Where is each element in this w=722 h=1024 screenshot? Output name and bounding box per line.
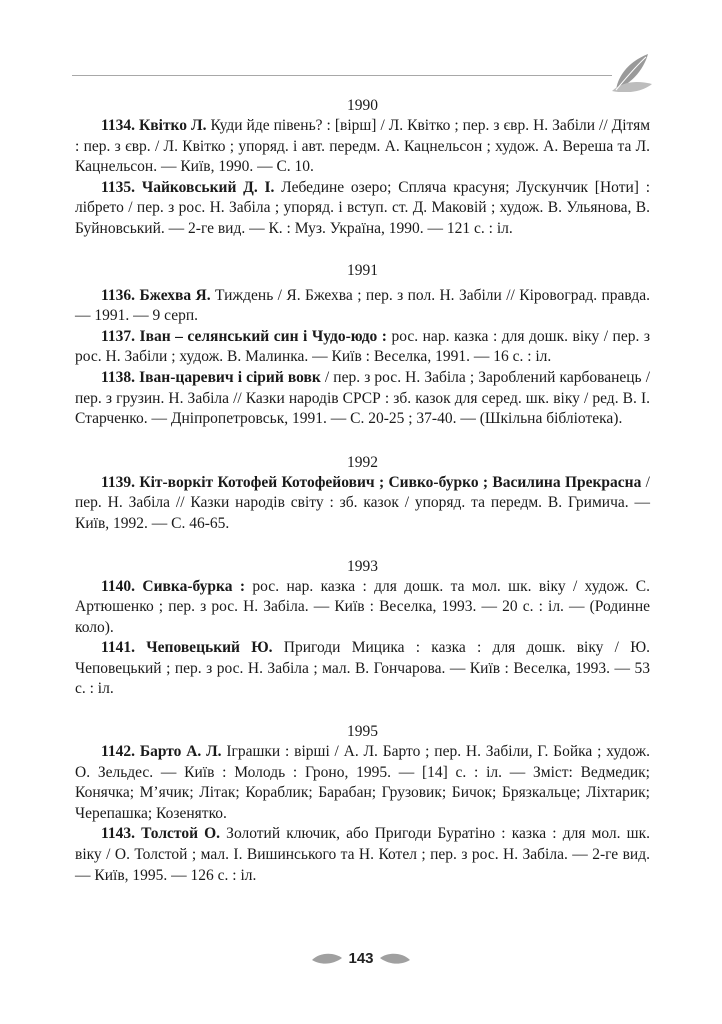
entry-author: Чеповецький Ю. [146, 639, 273, 657]
page-number: 143 [348, 950, 374, 967]
entry-author: Чайковський Д. І. [141, 178, 275, 196]
entry-number: 1143. [101, 825, 136, 843]
year-section-1993 [75, 557, 650, 701]
entry-text: Тиждень / Я. Бжехва ; пер. з пол. Н. Забіли // Кіровоград. правда. — 1991. — 9 серп. [75, 286, 650, 325]
year-heading: 1990 [347, 97, 378, 114]
entry-number: 1139. [101, 473, 136, 491]
entry-text: Куди йде півень? : [вірш] / Л. Квітко ; пер. з євр. Н. Забіли // Дітям : пер. з євр. / Л. Квітко ; упоряд. і авт. передм. А. Кацнельсон ; худож. А. Вереша та Л. Кацнельсон. — Київ, 1990. — С. 10. [75, 117, 651, 176]
year-heading: 1993 [347, 557, 378, 575]
entry-number: 1136. [101, 286, 136, 304]
year-section-1995 [75, 722, 650, 886]
entry-author: Толстой О. [141, 825, 221, 843]
entry-number: 1138. [101, 368, 136, 386]
year-heading: 1991 [347, 261, 378, 279]
entry-author: Кіт-воркіт Котофей Котофейович ; Сивко-бурко ; Василина Прекрасна [139, 473, 642, 491]
header-rule [72, 75, 612, 76]
year-heading: 1995 [347, 723, 378, 741]
entry-text: Іграшки : вірші / А. Л. Барто ; пер. Н. Забіли, Г. Бойка ; худож. О. Зельдес. — Київ : Молодь : Гроно, 1995. — [14] с. : іл. — Зміст: Ведмедик; Конячка; М’ячик; Літак; Кораблик; Барабан; Грузовик; Бичок; Брязкальце; Ліхтарик; Черепашка; Козенятко. [75, 743, 650, 822]
entry-number: 1135. [101, 178, 136, 196]
entry-author: Іван-царевич і сірий вовк [139, 368, 321, 386]
entry-author: Квітко Л. [139, 117, 207, 134]
entry-text: / пер. Н. Забіла // Казки народів світу : зб. казок / упоряд. та передм. В. Гримича. — Київ, 1992. — С. 46-65. [75, 473, 650, 532]
entry-text: рос. нар. казка : для дошк. віку / пер. з рос. Н. Забіли ; худож. В. Малинка. — Київ : Веселка, 1991. — 16 с. : іл. [75, 327, 650, 366]
bibliography-entry [75, 473, 650, 535]
year-section-1990 [75, 96, 650, 240]
bibliography-entry [75, 742, 650, 824]
entry-text: Золотий ключик, або Пригоди Буратіно : казка : для мол. шк. віку / О. Толстой ; мал. І. Вишинського та Н. Котел ; пер. з рос. Н. Забіла. — 2-ге вид. — Київ, 1995. — 126 с. : іл. [75, 825, 650, 884]
bibliography-entry [75, 178, 650, 240]
entry-number: 1137. [101, 327, 136, 345]
entry-author: Бжехва Я. [139, 286, 211, 304]
entry-text: Лебедине озеро; Спляча красуня; Лускунчик [Ноти] : лібрето / пер. з рос. Н. Забіла ; упоряд. і вступ. ст. Д. Маковій ; худож. В. Ульянова, В. Буйновський. — 2-ге вид. — К. : Муз. Україна, 1990. — 121 с. : іл. [75, 178, 651, 237]
bibliography-entry [75, 824, 650, 886]
bibliography-entry [75, 638, 650, 700]
leaf-ornament-icon [608, 52, 654, 92]
year-section-1991 [75, 261, 650, 430]
entry-text: Пригоди Мицика : казка : для дошк. віку / Ю. Чеповецький ; пер. з рос. Н. Забіла ; мал. В. Гончарова. — Київ : Веселка, 1993. — 53 с. : іл. [75, 639, 651, 698]
entry-author: Сивка-бурка : [142, 577, 246, 595]
entry-text: / пер. з рос. Н. Забіла ; Зароблений карбованець / пер. з грузин. Н. Забіла // Казки народів СРСР : зб. казок для серед. шк. віку / ред. В. І. Старченко. — Дніпропетровськ, 1991. — С. 20-25 ; 37-40. — (Шкільна бібліотека). [75, 368, 651, 428]
year-section-1992 [75, 453, 650, 535]
page-footer [0, 948, 722, 972]
bibliography-content [75, 96, 650, 886]
year-heading: 1992 [347, 453, 378, 471]
bibliography-entry [75, 577, 650, 639]
entry-text: рос. нар. казка : для дошк. та мол. шк. віку / худож. С. Артюшенко ; пер. з рос. Н. Забіла. — Київ : Веселка, 1993. — 20 с. : іл. — (Родинне коло). [75, 577, 651, 636]
entry-author: Барто А. Л. [139, 743, 222, 761]
entry-number: 1134. [101, 117, 136, 134]
bibliography-entry [75, 368, 650, 430]
bibliography-entry [75, 286, 650, 327]
entry-number: 1142. [101, 743, 136, 761]
bibliography-entry [75, 327, 650, 368]
entry-number: 1141. [101, 639, 136, 657]
entry-author: Іван – селянський син і Чудо-юдо : [139, 327, 387, 345]
bibliography-entry [75, 116, 650, 178]
entry-number: 1140. [101, 577, 136, 595]
